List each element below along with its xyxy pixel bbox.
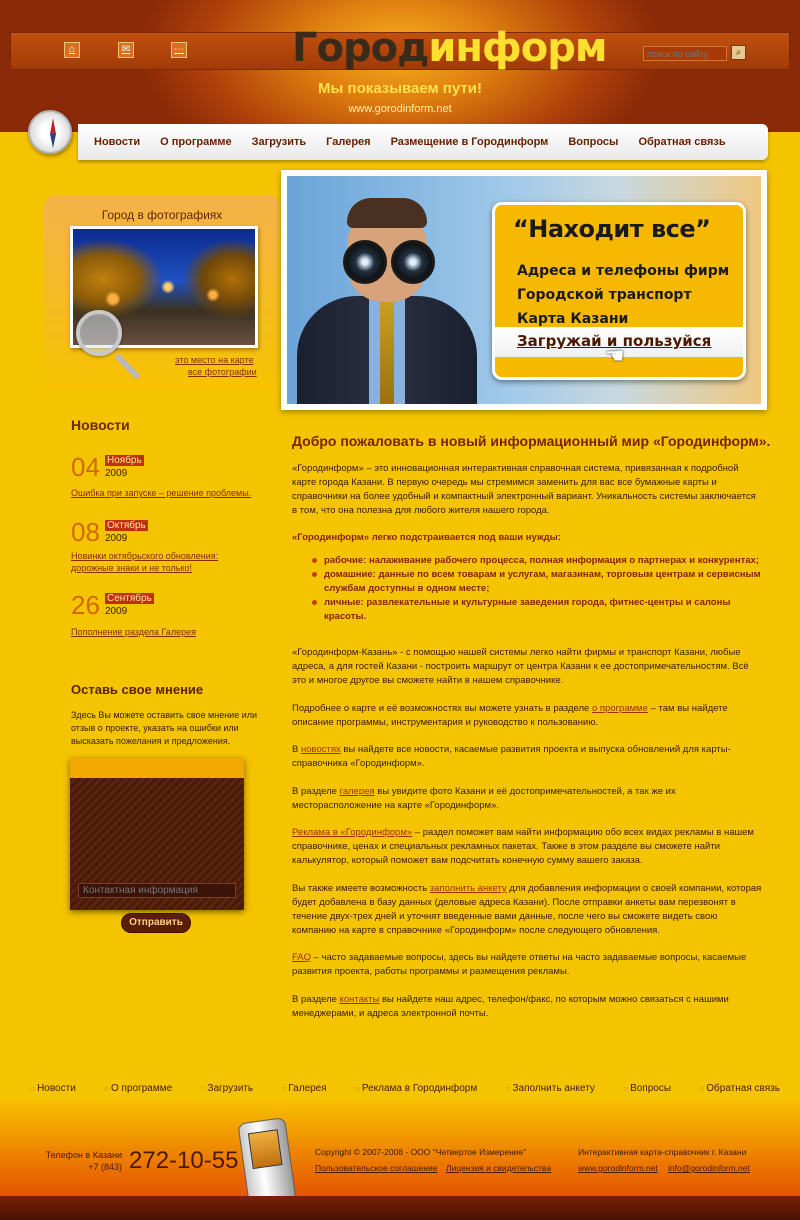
footer-bottom-bar xyxy=(0,1196,800,1220)
contact-info-input[interactable] xyxy=(78,883,236,898)
list-item: домашние: данные по всем товарам и услугам, магазинам, торговым центрам и сервисным службам доступны в одном месте; xyxy=(312,568,762,596)
phone-number: 272-10-55 xyxy=(129,1147,239,1174)
home-icon[interactable]: ⌂ xyxy=(64,42,80,58)
contacts-link[interactable]: контакты xyxy=(339,994,380,1005)
search-icon: ⌕ xyxy=(735,47,742,58)
news-link[interactable]: Ошибка при запуске – решение проблемы. xyxy=(71,488,252,498)
news-month: Сентябрь xyxy=(107,593,152,604)
news-link[interactable]: Пополнение раздела Галерея xyxy=(71,627,196,637)
opinion-title: Оставь свое мнение xyxy=(71,682,204,697)
send-button[interactable]: Отправить xyxy=(121,913,191,933)
compass-icon xyxy=(28,110,72,154)
agreement-link[interactable]: Пользовательское соглашение xyxy=(315,1163,438,1173)
news-month: Октябрь xyxy=(107,520,146,531)
banner-man-tie xyxy=(380,302,394,404)
banner-line: Адреса и телефоны фирм xyxy=(517,263,730,279)
news-link[interactable]: Новинки октябрьского обновления: дорожные знаки и не только! xyxy=(71,551,219,573)
footer-nav-advertising[interactable]: ○ Реклама в Городинформ xyxy=(355,1083,477,1094)
footer-nav-download[interactable]: ○ Загрузить xyxy=(200,1083,253,1094)
news-year: 2009 xyxy=(105,468,128,479)
search-button[interactable] xyxy=(731,45,746,60)
news-day: 08 xyxy=(71,517,100,547)
footer-site-link[interactable]: www.gorodinform.net xyxy=(578,1163,658,1173)
magnifier-icon xyxy=(76,310,122,356)
slogan: Мы показываем пути! xyxy=(318,80,482,97)
news-day: 04 xyxy=(71,452,100,482)
news-year: 2009 xyxy=(105,606,128,617)
news-month: Ноябрь xyxy=(107,455,142,466)
promo-banner[interactable] xyxy=(281,170,767,410)
footer-nav-about[interactable]: ○ О программе xyxy=(104,1083,172,1094)
binocular-lens xyxy=(343,240,387,284)
photo-map-link[interactable]: это место на карте xyxy=(175,355,254,365)
news-section-link[interactable]: новостях xyxy=(300,744,341,755)
banner-man-hair xyxy=(347,198,427,228)
contacts-paragraph: В разделе контакты вы найдете наш адрес, телефон/факс, по которым можно связаться с нашими менеджерами, и адреса электронной почты. xyxy=(292,994,729,1019)
footer-nav xyxy=(30,1083,780,1094)
hand-cursor-icon: ☚ xyxy=(605,343,625,368)
form-paragraph: Вы также имеете возможность заполнить анкету для добавления информации о своей компании, которая будет добавлена в базу данных (деловые адреса Казани). После отправки анкеты вам перезвонят в течение двух-трех дней и уточнят введенные вами данные, после чего вы сможете видеть свою компанию на карте в справочнике «Городинформ» после следующего обновления. xyxy=(292,883,762,936)
content-title: Добро пожаловать в новый информационный мир «Городинформ». xyxy=(292,433,771,449)
kazan-paragraph: «Городинформ-Казань» - с помощью нашей системы легко найти фирмы и транспорт Казани, любые адреса, а для гостей Казани - построить маршрут от центра Казани к ее достопримечательностям. Всё это и многое другое вы сможете найти в нашем справочнике. xyxy=(292,647,749,686)
needs-title: «Городинформ» легко подстраивается под ваши нужды: xyxy=(292,532,561,543)
ads-paragraph: Реклама в «Городинформ» – раздел поможет вам найти информацию обо всех видах рекламы в нашем справочнике, ценах и специальных рекламных пакетах. Также в этом разделе вы сможете найти калькулятор, который поможет вам подсчитать конечную сумму вашего заказа. xyxy=(292,827,754,866)
footer-nav-gallery[interactable]: ○ Галерея xyxy=(281,1083,326,1094)
footer-nav-faq[interactable]: ○ Вопросы xyxy=(623,1083,671,1094)
footer-nav-feedback[interactable]: ○ Обратная связь xyxy=(699,1083,780,1094)
opinion-text: Здесь Вы можете оставить свое мнение или отзыв о проекте, указать на ошибки или высказать пожелания и предложения. xyxy=(71,710,258,746)
site-logo[interactable]: Городинформ xyxy=(292,25,607,71)
needs-list xyxy=(312,554,762,624)
faq-link[interactable]: FAQ xyxy=(292,952,312,963)
license-link[interactable]: Лицензия и свидетельства xyxy=(446,1163,552,1173)
news-day: 26 xyxy=(71,590,100,620)
gallery-link[interactable]: галерея xyxy=(339,786,375,797)
faq-paragraph: FAQ – часто задаваемые вопросы, здесь вы найдете ответы на часто задаваемые вопросы, касаемые развития проекта, работы программы и размещения рекламы. xyxy=(292,952,747,977)
all-photos-link[interactable]: все фотографии xyxy=(188,367,257,377)
banner-line: Городской транспорт xyxy=(517,287,692,303)
phone-label: Телефон в Казани +7 (843) xyxy=(45,1150,122,1172)
form-link[interactable]: заполнить анкету xyxy=(429,883,507,894)
intro-paragraph: «Городинформ» – это инновационная интерактивная справочная система, привязанная к подробной карте города Казани. В первую очередь мы стремимся заменить для вас все бумажные карты и справочники на более удобный и компактный электронный вариант. Уникальность системы заключается в том, что она полезна для любого жителя нашего города. xyxy=(292,463,756,516)
nav-faq[interactable]: Вопросы xyxy=(568,136,619,148)
sitemap-icon[interactable]: ⋯ xyxy=(171,42,187,58)
ads-link[interactable]: Реклама в «Городинформ» xyxy=(292,827,413,838)
banner-card xyxy=(492,202,746,380)
news-paragraph: В новостях вы найдете все новости, касаемые развития проекта и выпуска обновлений для карты-справочника «Городинформ». xyxy=(292,744,731,769)
nav-feedback[interactable]: Обратная связь xyxy=(638,136,726,148)
copyright: Copyright © 2007-2008 - ООО "Четвертое Измерение" xyxy=(315,1147,527,1157)
list-item: личные: развлекательные и культурные заведения города, фитнес-центры и салоны красоты. xyxy=(312,596,762,624)
program-link[interactable]: о программе xyxy=(591,703,648,714)
list-item: рабочие: налаживание рабочего процесса, полная информация о партнерах и конкурентах; xyxy=(312,554,762,568)
mail-icon[interactable]: ✉ xyxy=(118,42,134,58)
footer-tagline: Интерактивная карта-справочник г. Казани xyxy=(578,1147,747,1157)
banner-line: Карта Казани xyxy=(517,311,629,327)
nav-download[interactable]: Загрузить xyxy=(251,136,307,148)
nav-news[interactable]: Новости xyxy=(94,136,141,148)
photo-box-title: Город в фотографиях xyxy=(101,208,223,222)
nav-about[interactable]: О программе xyxy=(160,136,232,148)
gallery-paragraph: В разделе галерея вы увидите фото Казани и её достопримечательностей, а так же их месторасположение на карте «Городинформ». xyxy=(292,786,676,811)
news-year: 2009 xyxy=(105,533,128,544)
nav-advertising[interactable]: Размещение в Городинформ xyxy=(390,136,549,148)
site-url: www.gorodinform.net xyxy=(348,103,452,115)
news-title: Новости xyxy=(71,417,130,433)
banner-cta[interactable]: Загружай и пользуйся xyxy=(517,332,712,350)
nav-gallery[interactable]: Галерея xyxy=(326,136,371,148)
footer-email-link[interactable]: info@gorodinform.net xyxy=(668,1163,750,1173)
main-nav xyxy=(78,124,768,160)
search-input[interactable] xyxy=(643,46,727,61)
banner-headline: “Находит все” xyxy=(513,215,711,243)
binocular-lens xyxy=(391,240,435,284)
footer-nav-form[interactable]: ○ Заполнить анкету xyxy=(505,1083,594,1094)
program-paragraph: Подробнее о карте и её возможностях вы можете узнать в разделе о программе – там вы найдете описание программы, инструментария и руководство к пользованию. xyxy=(292,703,728,728)
footer-nav-news[interactable]: ○ Новости xyxy=(30,1083,76,1094)
